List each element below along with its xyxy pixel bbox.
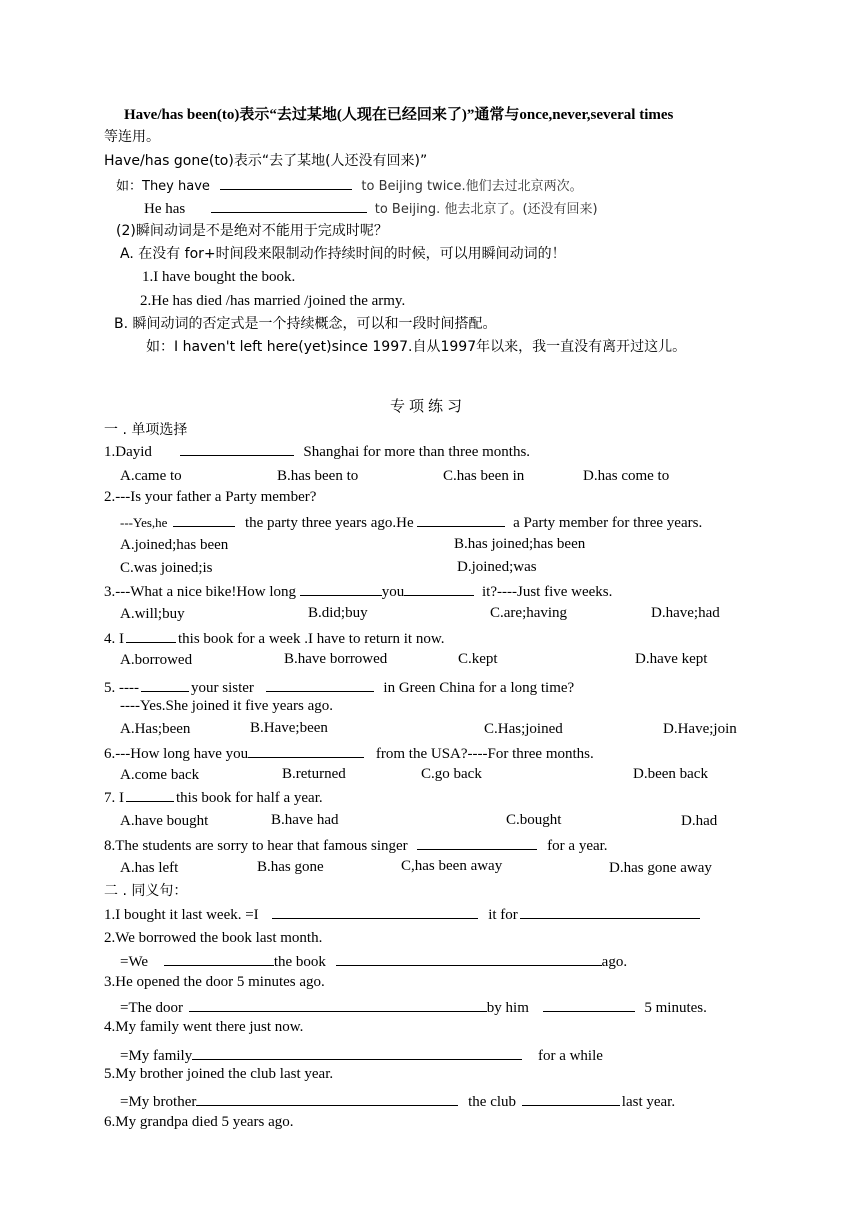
section-synonymous-sentences: 二 . 同义句： <box>104 883 188 899</box>
example-1 <box>116 175 583 196</box>
question-7-option-c[interactable]: C.bought <box>506 812 562 828</box>
question-3-mid: you <box>381 584 405 600</box>
sentence-2-stem: 2.We borrowed the book last month. <box>104 930 323 946</box>
question-1 <box>104 441 530 461</box>
sentence-3-blank-2[interactable] <box>543 997 635 1012</box>
question-3 <box>104 581 612 601</box>
sentence-3-stem: 3.He opened the door 5 minutes ago. <box>104 974 325 990</box>
question-1-option-a[interactable]: A.came to <box>120 468 182 484</box>
question-8-option-a[interactable]: A.has left <box>120 860 179 876</box>
section-multiple-choice: 一 . 单项选择 <box>104 422 188 438</box>
sentence-5-mid: the club <box>468 1094 517 1110</box>
sentence-4-stem: 4.My family went there just now. <box>104 1019 304 1035</box>
question-6-prefix: 6.---How long have you <box>104 746 249 762</box>
question-5-answer: ----Yes.She joined it five years ago. <box>120 698 334 714</box>
question-3-suffix: it?----Just five weeks. <box>482 584 613 600</box>
question-2-part-b: the party three years ago.He <box>244 515 414 531</box>
point-b-example: 如：I haven't left here(yet)since 1997.自从1997年以来，我一直没有离开过这儿。 <box>146 339 687 355</box>
point-a-example-1: 1.I have bought the book. <box>142 269 296 285</box>
sentence-5-prefix: =My brother <box>120 1094 197 1110</box>
sentence-2-suffix: ago. <box>601 954 628 970</box>
question-7-blank[interactable] <box>126 787 174 802</box>
sentence-5-blank-2[interactable] <box>522 1091 620 1106</box>
question-3-blank-2[interactable] <box>404 581 474 596</box>
example-2 <box>144 198 598 219</box>
sentence-1-prefix: 1.I bought it last week. =I <box>104 907 259 923</box>
question-6-option-a[interactable]: A.come back <box>120 767 200 783</box>
question-4-option-c[interactable]: C.kept <box>458 651 498 667</box>
sentence-5-blank-1[interactable] <box>196 1091 458 1106</box>
point-a: A. 在没有 for+时间段来限制动作持续时间的时候，可以用瞬间动词的！ <box>120 246 566 262</box>
question-6 <box>104 743 594 763</box>
question-5-option-b[interactable]: B.Have;been <box>250 720 328 736</box>
sentence-1-blank-2[interactable] <box>520 904 700 919</box>
sentence-2-blank-1[interactable] <box>164 951 274 966</box>
example-2-suffix: to Beijing. 他去北京了。(还没有回来) <box>374 202 598 217</box>
example-2-prefix: He has <box>144 201 186 217</box>
practice-title: 专项练习 <box>390 397 467 415</box>
question-8-option-b[interactable]: B.has gone <box>257 859 324 875</box>
sentence-3-prefix: =The door <box>120 1000 184 1016</box>
sentence-5-suffix: last year. <box>621 1094 676 1110</box>
sentence-1-mid: it for <box>488 907 518 923</box>
sentence-4-suffix: for a while <box>537 1048 603 1064</box>
sentence-2-mid: the book <box>273 954 326 970</box>
question-6-option-b[interactable]: B.returned <box>282 766 346 782</box>
sentence-6-stem: 6.My grandpa died 5 years ago. <box>104 1114 294 1130</box>
question-instantaneous-verbs: (2)瞬间动词是不是绝对不能用于完成时呢？ <box>116 223 388 239</box>
question-2-part-a: ---Yes,he <box>120 515 168 530</box>
sentence-2-prefix: =We <box>120 954 149 970</box>
question-5-option-a[interactable]: A.Has;been <box>120 721 191 737</box>
question-1-prefix: 1.Dayid <box>104 444 152 460</box>
question-4-prefix: 4. I <box>104 631 124 647</box>
question-6-blank[interactable] <box>248 743 364 758</box>
grammar-line-1: Have/has been(to)表示“去过某地(人现在已经回来了)”通常与once,never,several times <box>124 107 674 123</box>
sentence-1 <box>104 904 700 924</box>
question-3-blank-1[interactable] <box>300 581 382 596</box>
question-5-blank-2[interactable] <box>266 677 374 692</box>
question-2-stem: 2.---Is your father a Party member? <box>104 489 317 505</box>
question-5-blank-1[interactable] <box>141 677 189 692</box>
sentence-2-blank-2[interactable] <box>336 951 602 966</box>
sentence-3-suffix: 5 minutes. <box>644 1000 707 1016</box>
sentence-2 <box>120 951 627 971</box>
sentence-5-stem: 5.My brother joined the club last year. <box>104 1066 334 1082</box>
question-7-option-d[interactable]: D.had <box>681 813 718 829</box>
question-2-option-c[interactable]: C.was joined;is <box>120 560 213 576</box>
question-5-mid: your sister <box>190 680 254 696</box>
question-2-blank-2[interactable] <box>417 512 505 527</box>
point-a-example-2: 2.He has died /has married /joined the army. <box>140 293 406 309</box>
question-4 <box>104 628 444 648</box>
question-2-part-c: a Party member for three years. <box>513 515 703 531</box>
question-4-blank[interactable] <box>126 628 176 643</box>
question-5-option-d[interactable]: D.Have;join <box>663 721 737 737</box>
question-2-option-b[interactable]: B.has joined;has been <box>454 536 586 552</box>
question-8-blank[interactable] <box>417 835 537 850</box>
question-2-blank-1[interactable] <box>173 512 235 527</box>
point-b: B. 瞬间动词的否定式是一个持续概念，可以和一段时间搭配。 <box>114 316 497 332</box>
sentence-3-blank-1[interactable] <box>189 997 487 1012</box>
question-4-option-d[interactable]: D.have kept <box>635 651 708 667</box>
question-3-option-b[interactable]: B.did;buy <box>308 605 368 621</box>
sentence-1-blank-1[interactable] <box>272 904 478 919</box>
question-7-option-b[interactable]: B.have had <box>271 812 339 828</box>
grammar-line-1-continued: 等连用。 <box>104 129 160 145</box>
question-1-option-d[interactable]: D.has come to <box>583 468 670 484</box>
question-3-prefix: 3.---What a nice bike!How long <box>104 584 297 600</box>
question-8-prefix: 8.The students are sorry to hear that famous singer <box>104 838 408 854</box>
question-5-prefix: 5. ---- <box>104 680 139 696</box>
question-7-suffix: this book for half a year. <box>176 790 323 806</box>
question-2-option-d[interactable]: D.joined;was <box>457 559 537 575</box>
sentence-4-blank[interactable] <box>192 1045 522 1060</box>
question-1-option-c[interactable]: C.has been in <box>443 468 525 484</box>
question-6-suffix: from the USA?----For three months. <box>375 746 594 762</box>
question-4-option-a[interactable]: A.borrowed <box>120 652 193 668</box>
sentence-3 <box>120 997 707 1017</box>
question-1-option-b[interactable]: B.has been to <box>277 468 359 484</box>
question-8-option-d[interactable]: D.has gone away <box>609 860 712 876</box>
question-5-option-c[interactable]: C.Has;joined <box>484 721 563 737</box>
example-1-suffix: to Beijing twice.他们去过北京两次。 <box>361 179 583 194</box>
example-2-blank[interactable] <box>211 198 367 213</box>
question-5 <box>104 677 574 697</box>
example-1-prefix: 如：They have <box>116 179 210 194</box>
question-8 <box>104 835 608 855</box>
question-7-option-a[interactable]: A.have bought <box>120 813 209 829</box>
question-2-option-a[interactable]: A.joined;has been <box>120 537 229 553</box>
question-6-option-c[interactable]: C.go back <box>421 766 482 782</box>
question-8-suffix: for a year. <box>547 838 608 854</box>
sentence-3-mid: by him <box>486 1000 529 1016</box>
question-5-suffix: in Green China for a long time? <box>383 680 575 696</box>
example-1-blank[interactable] <box>220 175 352 190</box>
question-3-option-a[interactable]: A.will;buy <box>120 606 185 622</box>
sentence-4 <box>120 1045 603 1065</box>
question-3-option-c[interactable]: C.are;having <box>490 605 568 621</box>
question-1-blank[interactable] <box>180 441 294 456</box>
question-4-option-b[interactable]: B.have borrowed <box>284 651 388 667</box>
question-1-suffix: Shanghai for more than three months. <box>303 444 531 460</box>
sentence-5 <box>120 1091 675 1111</box>
question-8-option-c[interactable]: C,has been away <box>401 858 503 874</box>
grammar-line-2: Have/has gone(to)表示“去了某地(人还没有回来)” <box>104 153 428 169</box>
question-3-option-d[interactable]: D.have;had <box>651 605 720 621</box>
question-6-option-d[interactable]: D.been back <box>633 766 708 782</box>
sentence-4-prefix: =My family <box>120 1048 193 1064</box>
question-2-sentence <box>120 512 702 532</box>
question-4-suffix: this book for a week .I have to return it now. <box>178 631 445 647</box>
question-7 <box>104 787 323 807</box>
question-7-prefix: 7. I <box>104 790 124 806</box>
